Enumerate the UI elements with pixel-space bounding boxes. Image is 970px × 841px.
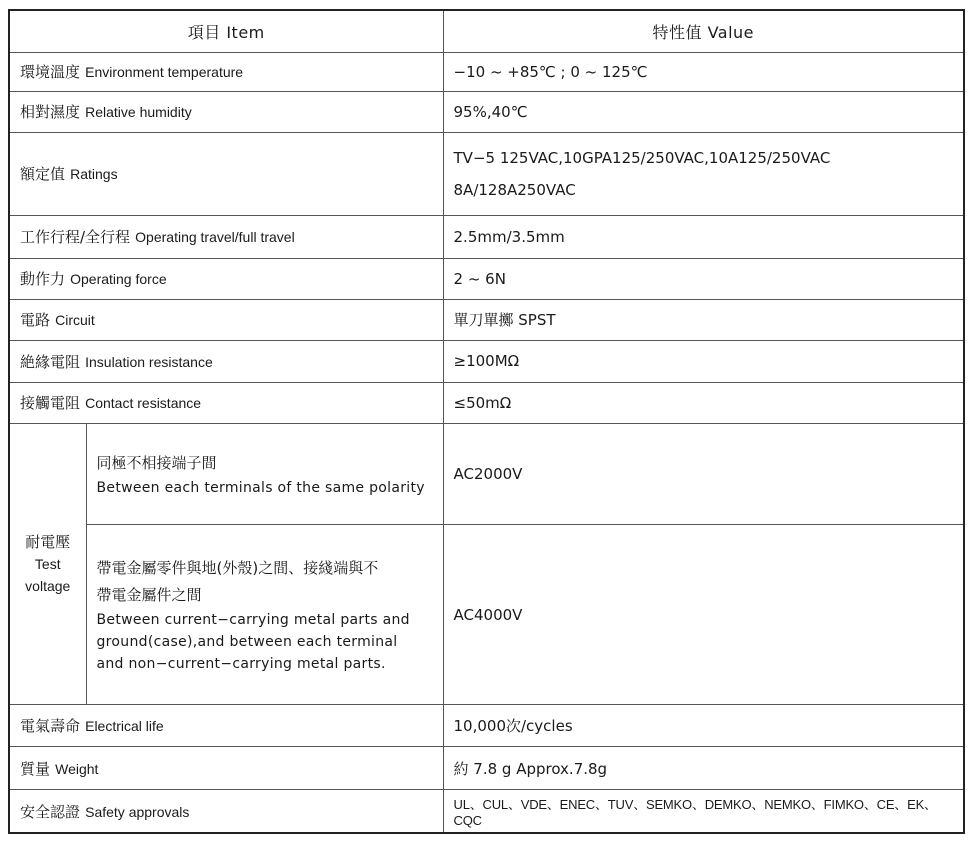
row-label <box>9 299 443 340</box>
row-label-zh: 質量 <box>20 759 51 778</box>
table-row <box>9 91 964 132</box>
row-label-en: Contact resistance <box>85 395 202 412</box>
row-label <box>9 340 443 382</box>
row-label-en: Safety approvals <box>85 803 190 820</box>
row-value: 2.5mm/3.5mm <box>443 215 964 258</box>
table-header-row <box>9 10 964 52</box>
row-label <box>9 747 443 790</box>
table-row <box>9 132 964 215</box>
row-label-en: Operating force <box>70 271 167 288</box>
row-label-en: Environment temperature <box>85 64 244 81</box>
row-label-zh: 額定值 <box>20 165 66 184</box>
row-label-zh: 動作力 <box>20 270 66 289</box>
test-voltage-row <box>9 423 964 524</box>
row-value: 約 7.8 g Approx.7.8g <box>443 747 964 790</box>
row-label-en: Ratings <box>70 166 118 183</box>
row-label <box>9 52 443 91</box>
sub-item-en: Between current−carrying metal parts and <box>96 611 410 628</box>
row-value: AC4000V <box>443 525 964 705</box>
table-row <box>9 215 964 258</box>
row-label-en: Electrical life <box>85 718 164 735</box>
row-label <box>9 215 443 258</box>
row-label <box>9 790 443 833</box>
header-value: 特性值 Value <box>443 10 964 52</box>
row-value: 10,000次/cycles <box>443 705 964 747</box>
test-voltage-row <box>9 525 964 705</box>
row-label-zh: 電氣壽命 <box>20 717 81 736</box>
row-label-en: Circuit <box>55 312 95 329</box>
spec-table-container <box>8 9 963 834</box>
sub-item-zh: 同極不相接端子間 <box>96 453 217 472</box>
specification-table <box>8 9 965 834</box>
test-voltage-sub-item <box>86 423 443 524</box>
row-value-line: 8A/128A250VAC <box>453 180 576 199</box>
sub-item-zh: 帶電金屬件之間 <box>96 585 202 604</box>
sub-item-zh: 帶電金屬零件與地(外殼)之間、接綫端與不 <box>96 558 379 577</box>
test-voltage-en-line: voltage <box>25 578 71 595</box>
table-row <box>9 52 964 91</box>
table-row <box>9 258 964 299</box>
test-voltage-en-line: Test <box>34 556 61 573</box>
row-label <box>9 382 443 423</box>
row-label-en: Weight <box>55 760 99 777</box>
sub-item-en: ground(case),and between each terminal <box>96 633 398 650</box>
test-voltage-sub-item <box>86 525 443 705</box>
table-row <box>9 790 964 833</box>
row-value: 95%,40℃ <box>443 91 964 132</box>
row-label <box>9 91 443 132</box>
row-label-zh: 絶緣電阻 <box>20 352 81 371</box>
row-label-en: Insulation resistance <box>85 353 213 370</box>
table-row <box>9 382 964 423</box>
row-label-en: Relative humidity <box>85 104 192 121</box>
test-voltage-zh: 耐電壓 <box>25 533 71 552</box>
row-label-zh: 安全認證 <box>20 802 81 821</box>
row-label <box>9 132 443 215</box>
row-value: 2 ~ 6N <box>443 258 964 299</box>
row-label-zh: 工作行程/全行程 <box>20 228 131 247</box>
row-label-zh: 接觸電阻 <box>20 394 81 413</box>
sub-item-en: and non−current−carrying metal parts. <box>96 655 386 672</box>
row-value: UL、CUL、VDE、ENEC、TUV、SEMKO、DEMKO、NEMKO、FIMKO、CE、EK、CQC <box>443 790 964 833</box>
test-voltage-label <box>9 423 86 704</box>
header-item: 項目 Item <box>9 10 443 52</box>
row-value: 單刀單擲 SPST <box>443 299 964 340</box>
sub-item-en: Between each terminals of the same polarity <box>96 479 425 496</box>
table-row <box>9 340 964 382</box>
row-label-zh: 電路 <box>20 311 51 330</box>
row-value: ≤50mΩ <box>443 382 964 423</box>
row-value: ≥100MΩ <box>443 340 964 382</box>
table-row <box>9 747 964 790</box>
row-value: AC2000V <box>443 423 964 524</box>
row-label-zh: 環境溫度 <box>20 63 81 82</box>
row-value <box>443 132 964 215</box>
row-value: −10 ~ +85℃ ; 0 ~ 125℃ <box>443 52 964 91</box>
row-value-line: TV−5 125VAC,10GPA125/250VAC,10A125/250VAC <box>453 148 831 167</box>
table-row <box>9 705 964 747</box>
row-label-en: Operating travel/full travel <box>135 229 295 246</box>
table-row <box>9 299 964 340</box>
row-label-zh: 相對濕度 <box>20 103 81 122</box>
row-label <box>9 705 443 747</box>
row-label <box>9 258 443 299</box>
